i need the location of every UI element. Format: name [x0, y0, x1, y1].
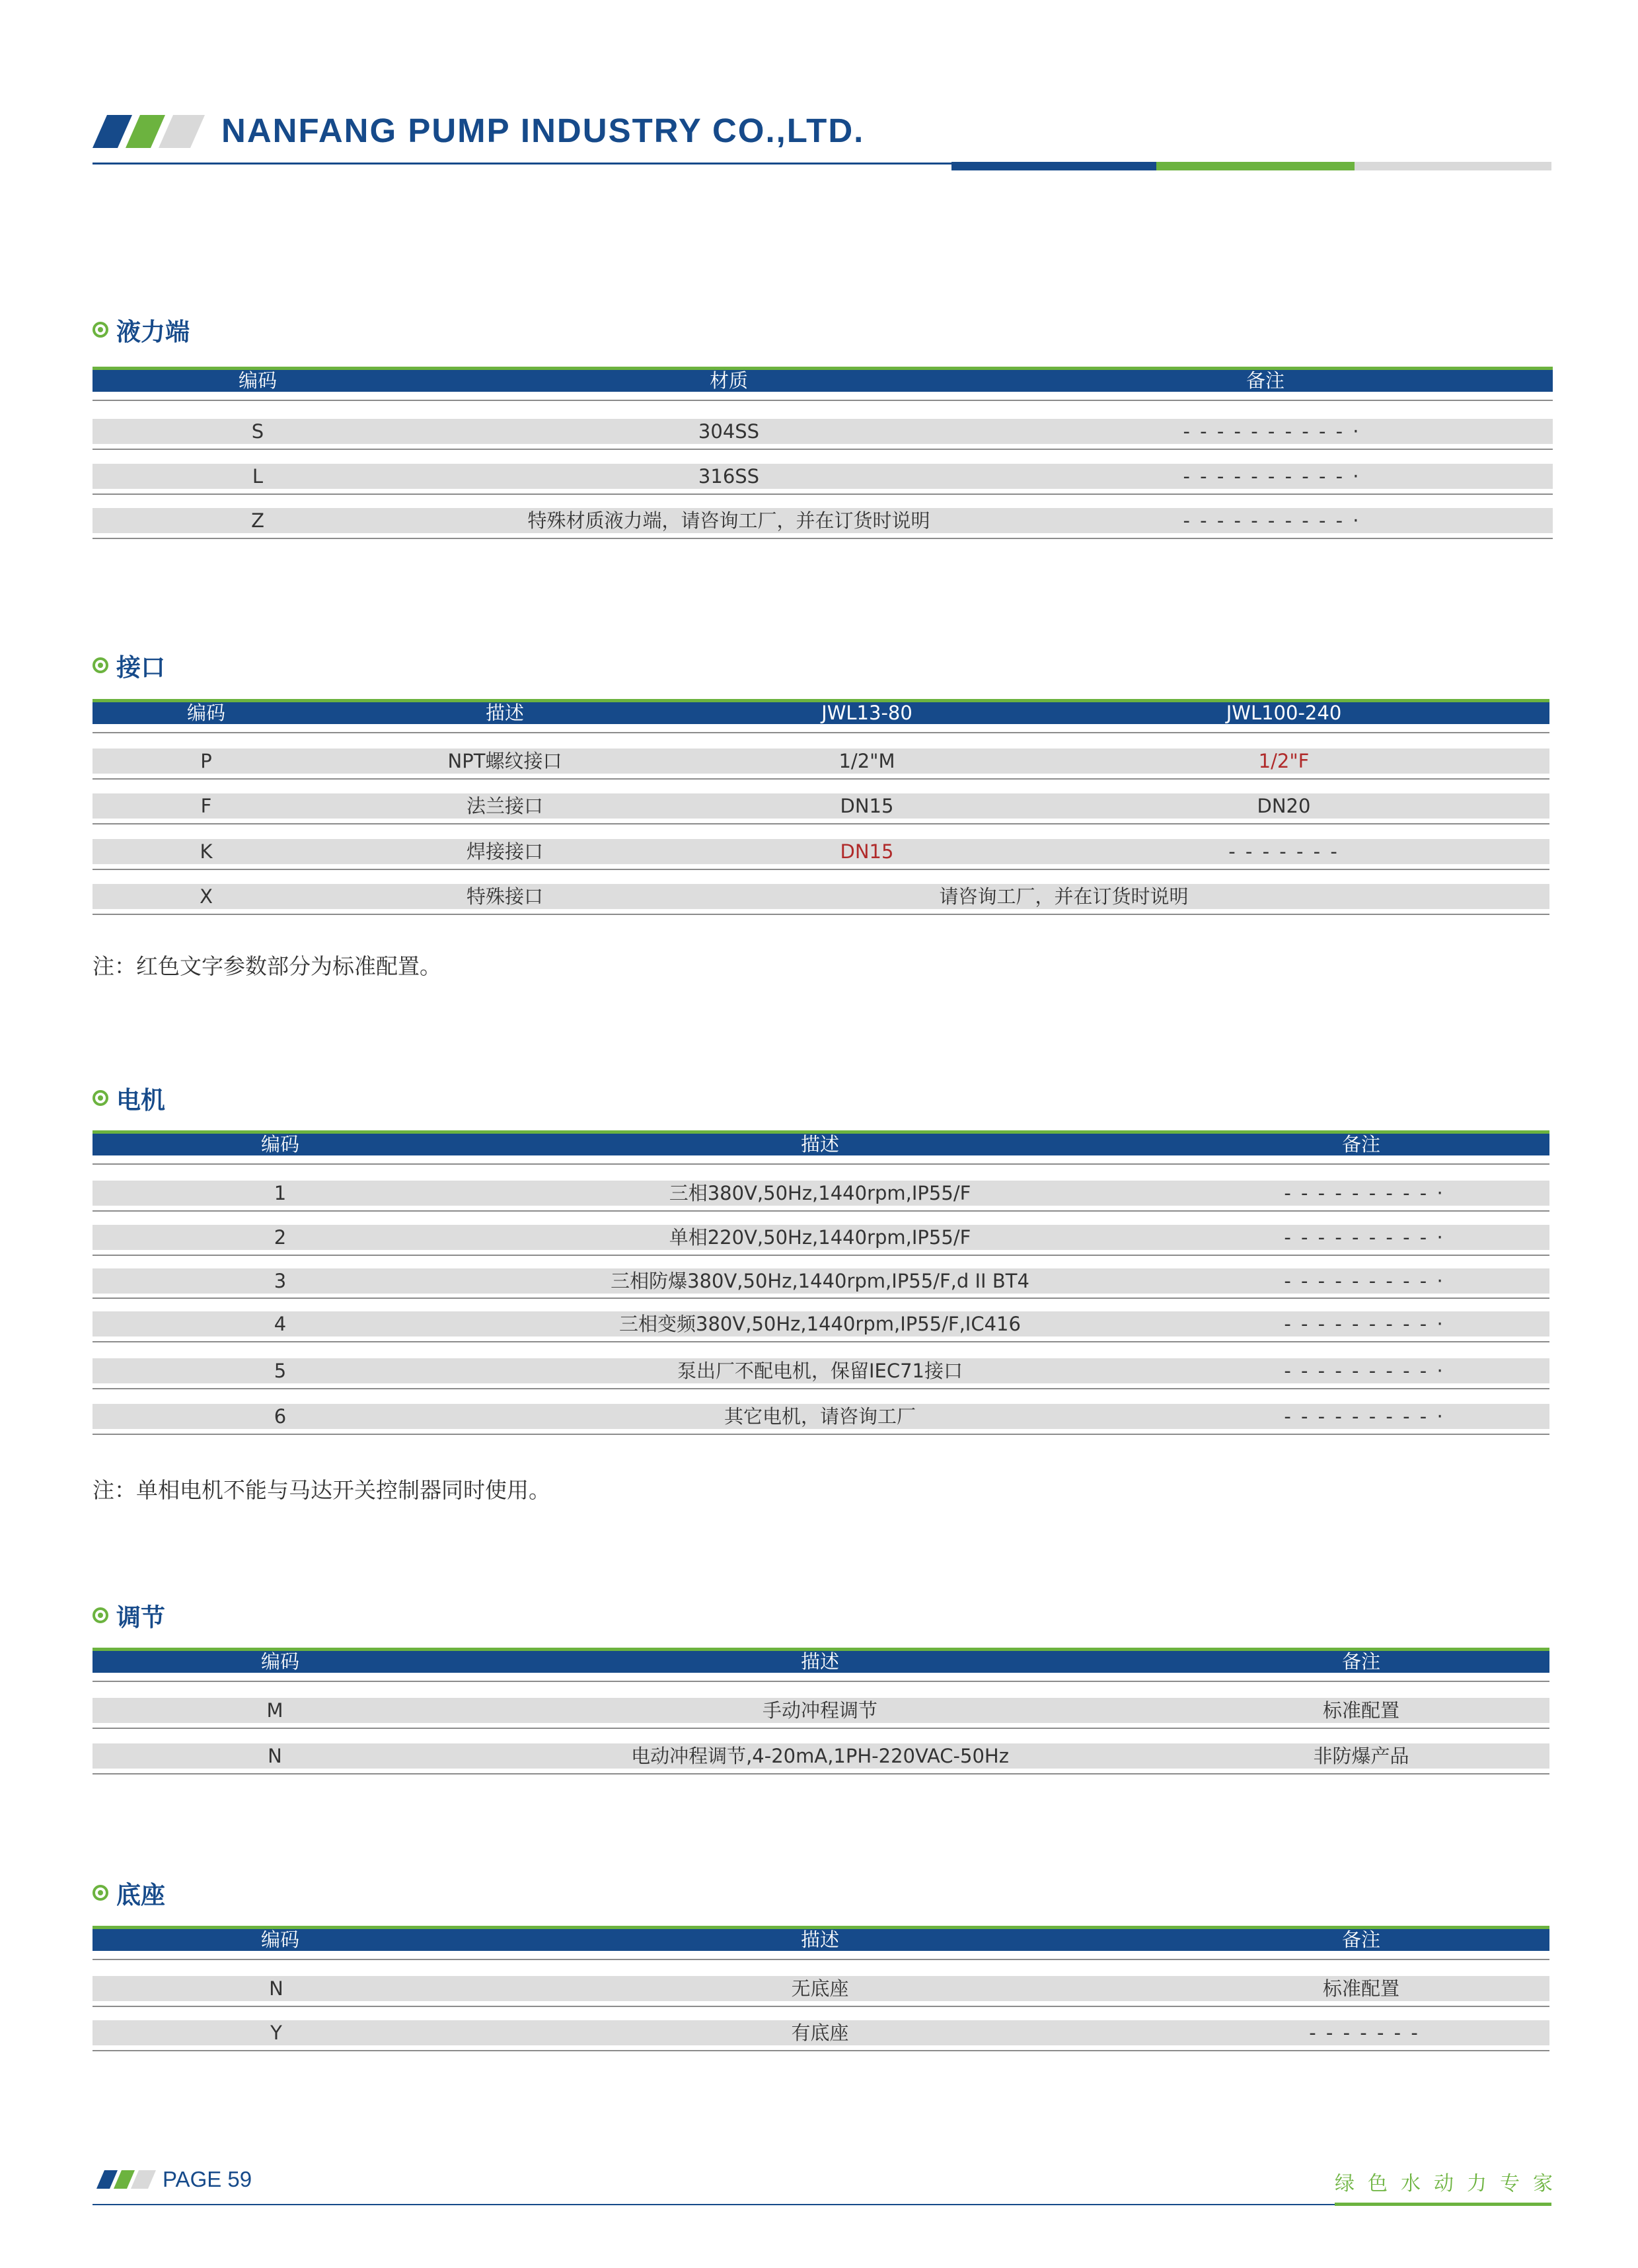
- table-row: N 电动冲程调节,4-20mA,1PH-220VAC-50Hz 非防爆产品: [93, 1743, 1549, 1769]
- table-row: 5 泵出厂不配电机，保留IEC71接口 - - - - - - - - - ·: [93, 1358, 1549, 1383]
- table-row: F 法兰接口 DN15 DN20: [93, 793, 1549, 819]
- bullet-icon: [93, 1607, 108, 1623]
- motor-note: 注：单相电机不能与马达开关控制器同时使用。: [93, 1477, 550, 1503]
- table-row: 1 三相380V,50Hz,1440rpm,IP55/F - - - - - - - - - ·: [93, 1181, 1549, 1206]
- footer-slogan: 绿色水动力专家: [1335, 2172, 1566, 2195]
- footer-logo-stripes-icon: [96, 2170, 156, 2189]
- section-title-base: 底座: [93, 1875, 165, 1911]
- table-header: 编码 描述 JWL13-80 JWL100-240: [93, 699, 1549, 724]
- table-row: Z 特殊材质液力端，请咨询工厂，并在订货时说明 - - - - - - - - - - ·: [93, 508, 1553, 533]
- table-row: 6 其它电机，请咨询工厂 - - - - - - - - - ·: [93, 1404, 1549, 1429]
- table-row: S 304SS - - - - - - - - - - ·: [93, 419, 1553, 444]
- table-header: 编码 描述 备注: [93, 1926, 1549, 1951]
- table-header: 编码 描述 备注: [93, 1648, 1549, 1673]
- table-row: 2 单相220V,50Hz,1440rpm,IP55/F - - - - - - - - - ·: [93, 1225, 1549, 1250]
- table-row: 4 三相变频380V,50Hz,1440rpm,IP55/F,IC416 - - - - - - - - - ·: [93, 1311, 1549, 1336]
- bullet-icon: [93, 322, 108, 338]
- header-accent-blue: [951, 162, 1156, 170]
- section-title-motor: 电机: [93, 1080, 165, 1116]
- table-row: M 手动冲程调节 标准配置: [93, 1698, 1549, 1723]
- table-header: 编码 材质 备注: [93, 367, 1553, 392]
- bullet-icon: [93, 657, 108, 673]
- table-row: 3 三相防爆380V,50Hz,1440rpm,IP55/F,d II BT4 - - - - - - - - - ·: [93, 1268, 1549, 1294]
- header-accent-gray: [1355, 162, 1551, 170]
- table-row: X 特殊接口 请咨询工厂，并在订货时说明: [93, 884, 1549, 909]
- adjustment-table: [93, 1648, 1549, 1780]
- footer-accent-green: [1335, 2203, 1551, 2206]
- connection-table: [93, 699, 1549, 920]
- connection-note: 注：红色文字参数部分为标准配置。: [93, 953, 441, 979]
- base-table: [93, 1926, 1549, 2058]
- table-row: K 焊接接口 DN15 - - - - - - -: [93, 839, 1549, 864]
- bullet-icon: [93, 1885, 108, 1901]
- table-row: N 无底座 标准配置: [93, 1976, 1549, 2001]
- company-name: NANFANG PUMP INDUSTRY CO.,LTD.: [221, 112, 865, 149]
- table-header: 编码 描述 备注: [93, 1130, 1549, 1155]
- section-title-adjustment: 调节: [93, 1597, 165, 1633]
- footer-divider: [93, 2204, 1551, 2205]
- table-row: L 316SS - - - - - - - - - - ·: [93, 464, 1553, 489]
- section-title-liquid-end: 液力端: [93, 312, 190, 348]
- table-row: Y 有底座 - - - - - - -: [93, 2020, 1549, 2045]
- bullet-icon: [93, 1090, 108, 1106]
- header-accent-green: [1156, 162, 1355, 170]
- page-number: PAGE 59: [163, 2167, 252, 2191]
- table-row: P NPT螺纹接口 1/2"M 1/2"F: [93, 749, 1549, 774]
- liquid-end-table: [93, 367, 1553, 542]
- company-logo-stripes-icon: [93, 115, 205, 148]
- section-title-connection: 接口: [93, 647, 165, 683]
- motor-table: [93, 1130, 1549, 1441]
